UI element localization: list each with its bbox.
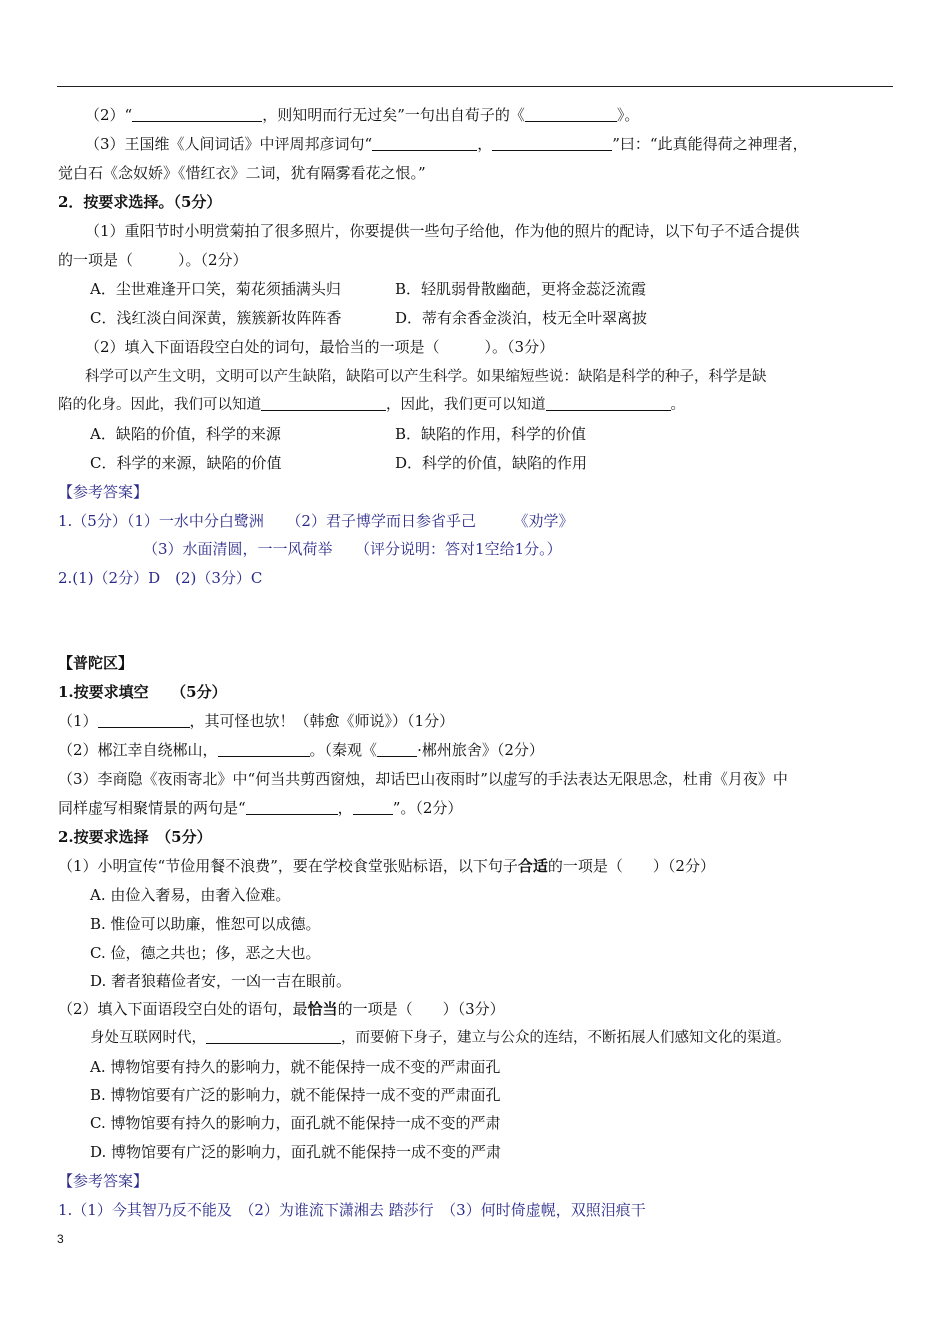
text: （2）填入下面语段空白处的语句，最	[58, 1000, 308, 1018]
option-row	[90, 452, 940, 474]
text: 身处互联网时代，	[90, 1030, 206, 1046]
option-row	[90, 278, 940, 300]
answer-heading: 【参考答案】	[58, 1172, 149, 1190]
option-a[interactable]: A. 由俭入奢易，由奢入俭难。	[90, 886, 291, 904]
question-2-2-paragraph	[90, 1027, 940, 1049]
page-number: 3	[57, 1232, 64, 1246]
text: （1）小明宣传“节俭用餐不浪费”，要在学校食堂张贴标语，以下句子	[58, 857, 518, 875]
question-2-2-title	[58, 998, 908, 1020]
text: （2）“	[85, 106, 133, 124]
header-rule	[57, 86, 893, 87]
district-heading: 【普陀区】	[58, 654, 134, 672]
text: ，而要俯下身子，建立与公众的连结，不断拓展人们感知文化的渠道。	[341, 1030, 791, 1046]
text: 。	[670, 397, 685, 413]
text: ，	[337, 799, 353, 817]
option-a[interactable]: A．缺陷的价值，科学的来源	[90, 425, 281, 443]
option-a[interactable]: A．尘世难逢开口笑，菊花须插满头归	[90, 280, 341, 298]
option-c[interactable]: C．科学的来源，缺陷的价值	[90, 454, 282, 472]
option-row	[90, 307, 940, 329]
option-a[interactable]: A. 博物馆要有持久的影响力，就不能保持一成不变的严肃面孔	[90, 1058, 501, 1076]
option-d[interactable]: D. 博物馆要有广泛的影响力，面孔就不能保持一成不变的严肃	[90, 1143, 502, 1161]
question-2-2-para2	[58, 394, 908, 416]
question-2-1-line1: （1）重阳节时小明赏菊拍了很多照片，你要提供一些句子给他，作为他的照片的配诗，以下句子不适合提供	[85, 222, 800, 240]
text: （3）王国维《人间词话》中评周邦彦词句“	[85, 135, 373, 153]
text: 陷的化身。因此，我们可以知道	[58, 397, 261, 413]
text: 》。	[616, 106, 640, 124]
text: 的一项是（ ）（3分）	[337, 1000, 505, 1018]
text: ，因此，我们更可以知道	[386, 397, 546, 413]
text: ，其可怪也欤！（韩愈《师说》）（1分）	[189, 712, 455, 730]
fill-blank[interactable]	[546, 395, 671, 411]
option-c[interactable]: C. 博物馆要有持久的影响力，面孔就不能保持一成不变的严肃	[90, 1114, 501, 1132]
answer-1: 1.（1）今其智乃反不能及 （2）为谁流下潇湘去 踏莎行 （3）何时倚虚幌，双照泪痕干	[58, 1201, 646, 1219]
question-2-2-title: （2）填入下面语段空白处的词句，最恰当的一项是（ ）。（3分）	[85, 338, 555, 356]
fill-blank[interactable]	[246, 799, 338, 815]
emphasis: 恰当	[307, 1000, 338, 1018]
option-row	[90, 423, 940, 445]
question-1-3-line2	[58, 797, 908, 819]
text: 的一项是（ ）（2分）	[547, 857, 715, 875]
fill-blank[interactable]	[377, 741, 417, 757]
question-1-2	[58, 739, 908, 761]
fill-blank[interactable]	[525, 106, 617, 122]
fill-blank[interactable]	[261, 395, 386, 411]
fill-blank[interactable]	[353, 799, 393, 815]
option-b[interactable]: B．缺陷的作用，科学的价值	[395, 425, 587, 443]
fill-blank[interactable]	[372, 135, 477, 151]
answer-2: 2.(1)（2分）D (2)（3分）C	[58, 569, 263, 587]
question-1-3-line2: 觉白石《念奴娇》《惜红衣》二词，犹有隔雾看花之恨。”	[58, 164, 426, 182]
fill-blank[interactable]	[98, 712, 190, 728]
text: 。（秦观《	[309, 741, 378, 759]
option-b[interactable]: B．轻肌弱骨散幽葩，更将金蕊泛流霞	[395, 280, 647, 298]
option-c[interactable]: C．浅红淡白间深黄，簇簇新妆阵阵香	[90, 309, 342, 327]
text: （2）郴江幸自绕郴山，	[58, 741, 218, 759]
question-2-title: 2.按要求选择 （5分）	[58, 828, 212, 846]
option-b[interactable]: B. 博物馆要有广泛的影响力，就不能保持一成不变的严肃面孔	[90, 1086, 501, 1104]
fill-blank[interactable]	[132, 106, 262, 122]
answer-1-line1: 1.（5分）（1）一水中分白鹭洲 （2）君子博学而日参省乎己 《劝学》	[58, 512, 574, 530]
question-1-3-line1	[85, 133, 935, 155]
question-2-1-line2: 的一项是（ ）。（2分）	[58, 251, 248, 269]
emphasis: 合适	[517, 857, 548, 875]
question-1-2	[85, 104, 935, 126]
question-1-title: 1.按要求填空 （5分）	[58, 683, 227, 701]
option-d[interactable]: D. 奢者狼藉俭者安，一凶一吉在眼前。	[90, 972, 352, 990]
text: 同样虚写相聚情景的两句是“	[58, 799, 246, 817]
text: ”曰：“此真能得荷之神理者，	[612, 135, 808, 153]
question-2-2-para1: 科学可以产生文明，文明可以产生缺陷，缺陷可以产生科学。如果缩短些说：缺陷是科学的种子，科学是缺	[85, 369, 767, 385]
question-2-1-title	[58, 855, 908, 877]
text: ·郴州旅舍》（2分）	[417, 741, 544, 759]
option-d[interactable]: D．科学的价值，缺陷的作用	[395, 454, 588, 472]
question-2-title: 2．按要求选择。（5分）	[58, 193, 222, 211]
question-1-3-line1: （3）李商隐《夜雨寄北》中“何当共剪西窗烛，却话巴山夜雨时”以虚写的手法表达无限思念，杜甫《月夜》中	[58, 770, 788, 788]
fill-blank[interactable]	[492, 135, 612, 151]
answer-heading: 【参考答案】	[58, 483, 149, 501]
text: ，	[477, 135, 493, 153]
text: ，则知明而行无过矣”一句出自荀子的《	[262, 106, 525, 124]
text: ”。（2分）	[392, 799, 463, 817]
fill-blank[interactable]	[206, 1028, 341, 1044]
option-d[interactable]: D．蒂有余香金淡泊，枝无全叶翠离披	[395, 309, 648, 327]
option-b[interactable]: B. 惟俭可以助廉，惟恕可以成德。	[90, 915, 321, 933]
answer-1-line2: （3）水面清圆，一一风荷举 （评分说明：答对1空给1分。）	[143, 540, 562, 558]
text: （1）	[58, 712, 98, 730]
option-c[interactable]: C. 俭，德之共也；侈，恶之大也。	[90, 944, 321, 962]
fill-blank[interactable]	[218, 741, 310, 757]
question-1-1	[58, 710, 908, 732]
